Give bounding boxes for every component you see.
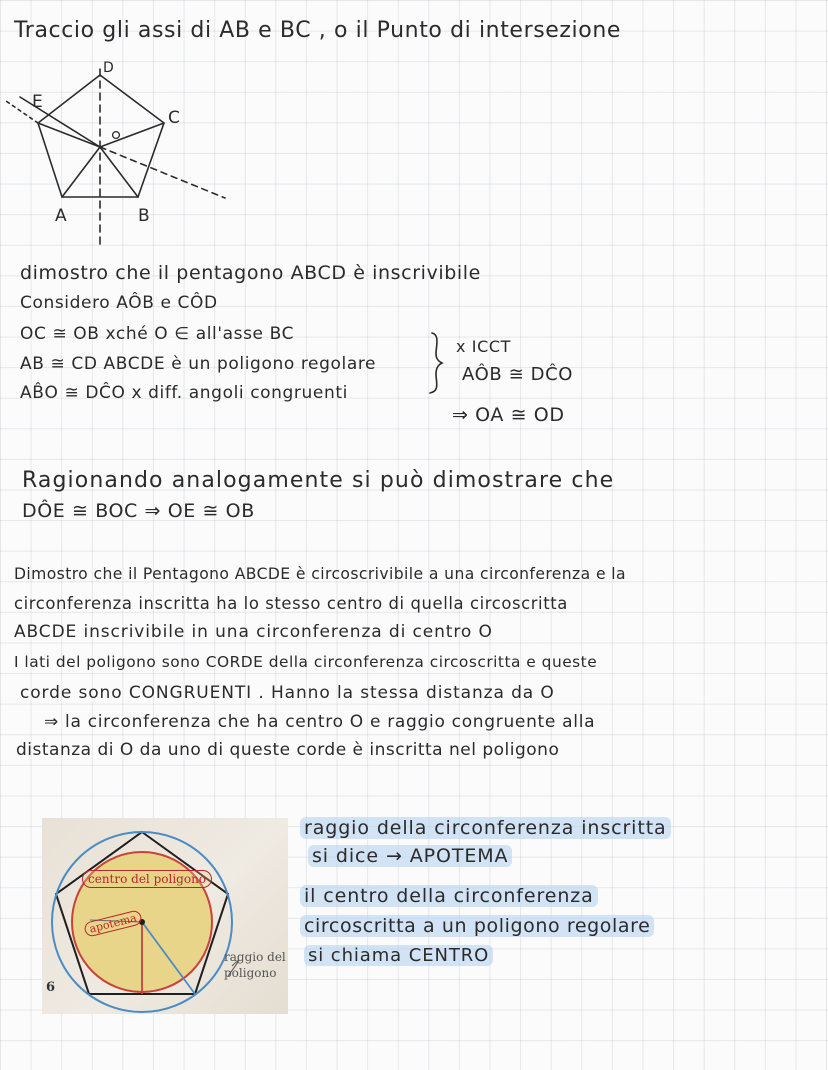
analog-line-1: Ragionando analogamente si può dimostrare che	[22, 468, 615, 493]
brace-line-2: AÔB ≅ DĈO	[462, 364, 574, 385]
sketch-radius-oc	[100, 123, 164, 147]
def-line-4	[300, 915, 654, 937]
sketch-label-e: E	[32, 92, 43, 112]
brace-line-1: x ICCT	[456, 337, 511, 356]
def-line-3	[300, 885, 598, 907]
pentagon-sketch	[0, 55, 240, 255]
proof1-line-5: AB̂O ≅ DĈO x diff. angoli congruenti	[20, 383, 348, 403]
analog-line-2: DÔE ≅ BOC ⇒ OE ≅ OB	[22, 500, 255, 522]
inscribed-pentagon-figure	[42, 818, 288, 1014]
sketch-label-d: D	[103, 60, 114, 76]
sketch-point-o	[113, 132, 120, 139]
sketch-radius-oe	[38, 123, 100, 147]
term-apotema: APOTEMA	[409, 845, 509, 867]
label-raggio-del: raggio del	[224, 950, 286, 964]
brace-icon	[424, 330, 448, 396]
term-centro: CENTRO	[408, 945, 490, 966]
sketch-label-b: B	[138, 206, 150, 226]
proof2-line-6: ⇒ la circonferenza che ha centro O e raggio congruente alla	[44, 712, 596, 732]
proof2-line-5: corde sono CONGRUENTI . Hanno la stessa distanza da O	[20, 683, 555, 703]
proof2-line-3: ABCDE inscrivibile in una circonferenza di centro O	[14, 622, 493, 642]
sketch-label-a: A	[55, 206, 67, 226]
def-highlight-2	[308, 845, 512, 867]
label-apotema: apotema	[83, 909, 143, 938]
label-poligono: poligono	[224, 966, 277, 980]
textbook-photo	[42, 818, 288, 1014]
def-highlight-1: raggio della circonferenza inscritta	[300, 817, 671, 839]
proof2-line-7: distanza di O da uno di queste corde è inscritta nel poligono	[16, 740, 560, 760]
proof2-line-2: circonferenza inscritta ha lo stesso centro di quella circoscritta	[14, 594, 568, 613]
proof1-conclusion: ⇒ OA ≅ OD	[452, 404, 565, 426]
sketch-radius-oa	[62, 147, 100, 197]
def-line-2-pre: si dice	[312, 845, 379, 867]
arrow-icon: →	[385, 845, 403, 867]
def-line-5-pre: si chiama	[308, 945, 403, 966]
def-highlight-4: circoscritta a un poligono regolare	[300, 915, 654, 937]
def-line-1	[300, 817, 671, 839]
sketch-radius-ob	[100, 147, 138, 197]
def-highlight-5	[304, 945, 493, 966]
proof2-line-4: I lati del poligono sono CORDE della circonferenza circoscritta e queste	[14, 653, 598, 671]
proof1-line-4: AB ≅ CD ABCDE è un poligono regolare	[20, 354, 377, 374]
page-number: 6	[46, 980, 56, 995]
notes-line-1: Traccio gli assi di AB e BC , o il Punto di intersezione	[14, 18, 622, 43]
proof1-line-3: OC ≅ OB xché O ∈ all'asse BC	[20, 324, 295, 344]
sketch-pentagon	[38, 75, 164, 197]
proof2-line-1: Dimostro che il Pentagono ABCDE è circoscrivibile a una circonferenza e la	[14, 565, 626, 583]
proof1-line-1: dimostro che il pentagono ABCD è inscrivibile	[20, 262, 481, 284]
proof1-line-2: Considero AÔB e CÔD	[20, 293, 218, 313]
def-highlight-3: il centro della circonferenza	[300, 885, 598, 907]
def-line-2	[308, 845, 512, 867]
sketch-label-c: C	[168, 108, 180, 128]
label-centro-del-poligono: centro del poligono	[82, 870, 212, 888]
def-line-5	[304, 945, 493, 966]
